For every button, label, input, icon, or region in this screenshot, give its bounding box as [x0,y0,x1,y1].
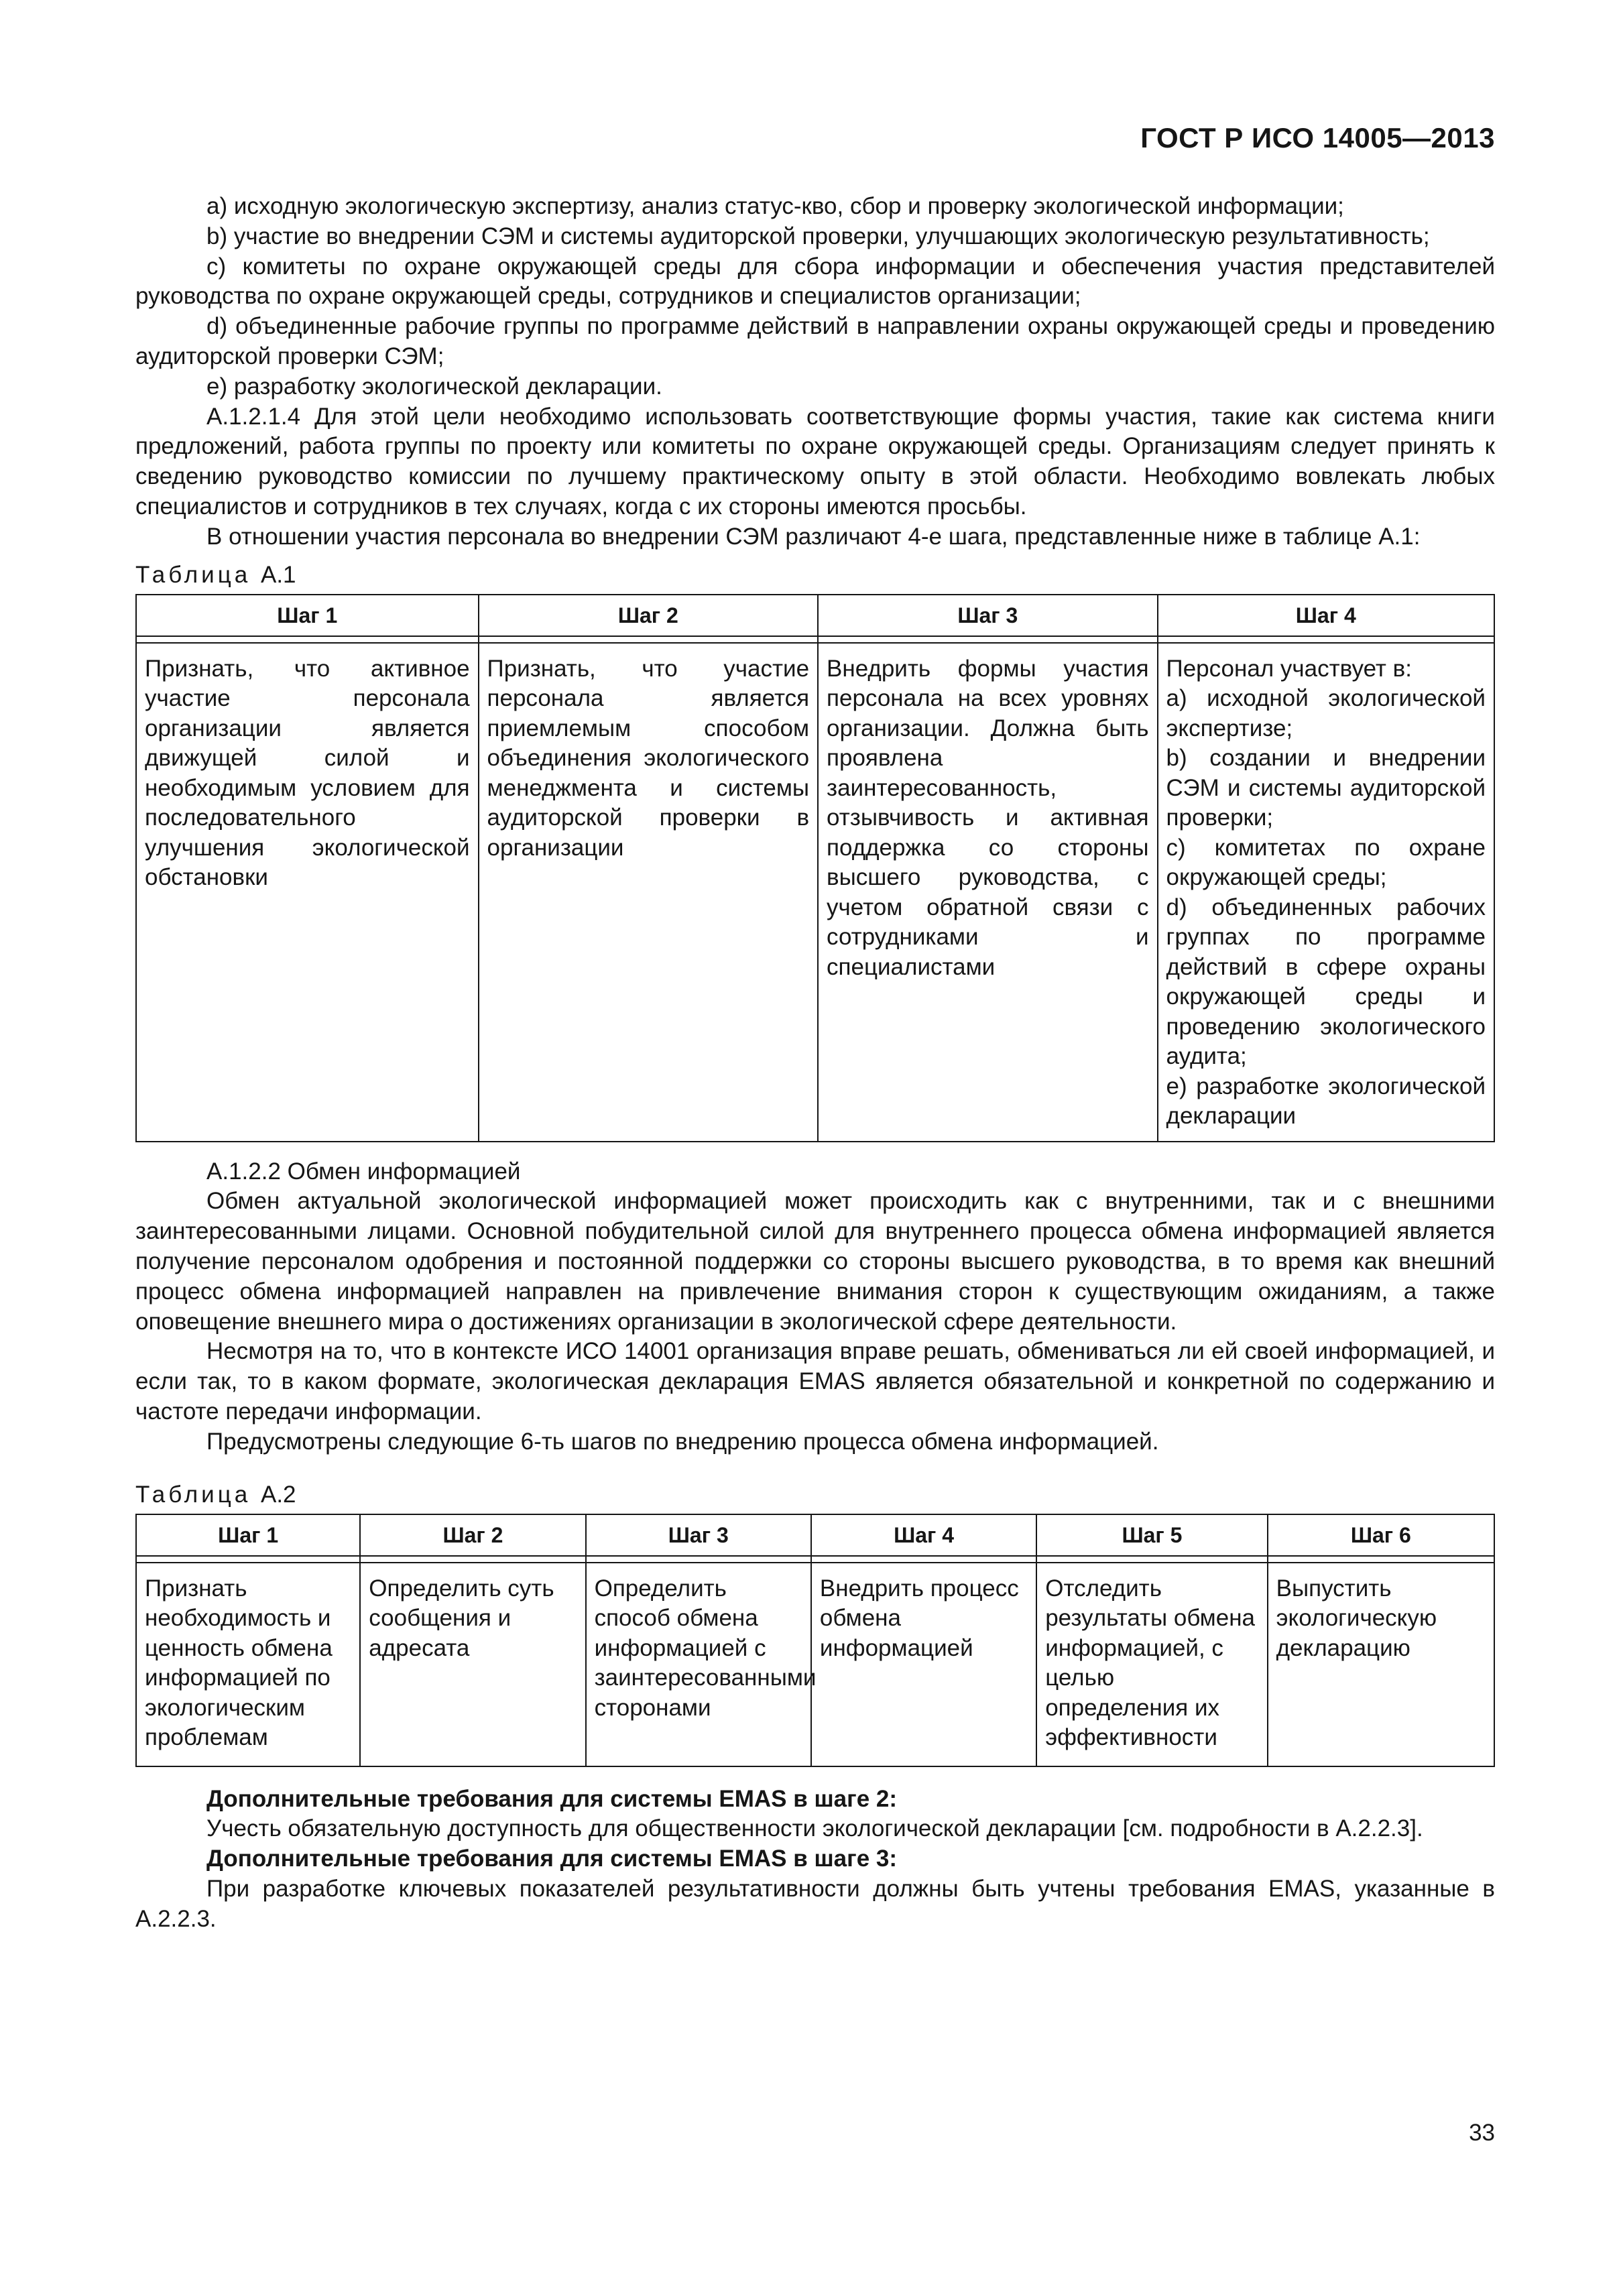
table-header-cell: Шаг 4 [1158,595,1494,636]
paragraph: Обмен актуальной экологической информацией может происходить как с внутренними, так и с внешними заинтересованными лицами. Основной побудительной силой для внутреннего процесса обмена информацией является получение персоналом одобрения и постоянной поддержки со стороны высшего руководства, в то время как внешний процесс обмена информацией направлен на привлечение внимания сторон к существующим ожиданиям, а также оповещение внешнего мира о достижениях организации в экологической сфере деятельности. [135,1188,1495,1335]
cell-line: а) исходной экологической экспертизе; [1166,685,1486,741]
table-spacer-row [136,1556,1494,1563]
table-cell: Признать, что активное участие персонала организации является движущей силой и необходимым условием для последовательного улучшения экологической обстановки [136,643,479,1142]
table-header-cell: Шаг 2 [479,595,819,636]
table-a2-caption [135,1480,1495,1510]
table-a1-caption-num: А.1 [260,561,296,588]
table-header-cell: Шаг 2 [360,1514,585,1556]
table-a1-caption-word: Таблица [135,561,251,588]
table-cell: Отследить результаты обмена информацией, с целью определения их эффективности [1036,1563,1267,1766]
table-header-cell: Шаг 1 [136,1514,360,1556]
list-item-b: b) участие во внедрении СЭМ и системы аудиторской проверки, улучшающих экологическую результативность; [206,223,1430,249]
table-header-cell: Шаг 3 [586,1514,811,1556]
spacer-cell [136,1556,360,1563]
participation-intro: В отношении участия персонала во внедрении СЭМ различают 4-е шага, представленные ниже в таблице А.1: [206,523,1421,550]
paragraph: Предусмотрены следующие 6-ть шагов по внедрению процесса обмена информацией. [206,1428,1159,1455]
table-cell: Определить суть сообщения и адресата [360,1563,585,1766]
table-a2-caption-num: А.2 [260,1481,296,1508]
clause-a1214: А.1.2.1.4 Для этой цели необходимо использовать соответствующие формы участия, такие как система книги предложений, работа группы по проекту или комитеты по охране окружающей среды. Организациям следует принять к сведению руководство комиссии по лучшему практическому опыту в этой области. Необходимо вовлекать любых специалистов и сотрудников в тех случаях, когда с их стороны имеются просьбы. [135,403,1495,520]
table-cell-step4 [1158,643,1494,1142]
list-item-c: с) комитеты по охране окружающей среды для сбора информации и обеспечения участия представителей руководства по охране окружающей среды, сотрудников и специалистов организации; [135,253,1495,310]
cell-line: е) разработке экологической декларации [1166,1073,1486,1130]
table-a1 [135,594,1495,1142]
table-cell: Определить способ обмена информацией с заинтересованными сторонами [586,1563,811,1766]
spacer-cell [811,1556,1036,1563]
table-header-cell: Шаг 3 [818,595,1158,636]
spacer-cell [818,636,1158,643]
spacer-cell [586,1556,811,1563]
table-cell: Признать, что участие персонала является приемлемым способом объединения экологического менеджмента и системы аудиторской проверки в организации [479,643,819,1142]
cell-line: с) комитетах по охране окружающей среды; [1166,834,1486,891]
table-header-cell: Шаг 1 [136,595,479,636]
spacer-cell [136,636,479,643]
table-a2 [135,1514,1495,1767]
list-item-a: а) исходную экологическую экспертизу, анализ статус-кво, сбор и проверку экологической информации; [206,193,1344,219]
emas-step2-heading: Дополнительные требования для системы EMAS в шаге 2: [206,1785,898,1812]
table-row [136,643,1494,1142]
spacer-cell [1158,636,1494,643]
table-cell: Внедрить формы участия персонала на всех уровнях организации. Должна быть проявлена заинтересованность, отзывчивость и активная поддержка со стороны высшего руководства, с учетом обратной связи с сотрудниками и специалистами [818,643,1158,1142]
paragraph: Несмотря на то, что в контексте ИСО 14001 организация вправе решать, обмениваться ли ей своей информацией, и если так, то в каком формате, экологическая декларация EMAS является обязательной и конкретной по содержанию и частоте передачи информации. [135,1338,1495,1425]
table-spacer-row [136,636,1494,643]
table-cell: Признать необходимость и ценность обмена информацией по экологическим проблемам [136,1563,360,1766]
table-cell: Внедрить процесс обмена информацией [811,1563,1036,1766]
table-a2-caption-word: Таблица [135,1481,251,1508]
standard-header: ГОСТ Р ИСО 14005—2013 [1140,122,1495,154]
emas-step2-text: Учесть обязательную доступность для общественности экологической декларации [см. подробности в А.2.2.3]. [206,1815,1423,1842]
table-header-cell: Шаг 5 [1036,1514,1267,1556]
spacer-cell [1268,1556,1494,1563]
document-page [135,119,1495,1935]
table-header-row [136,1514,1494,1556]
section-title-a122: А.1.2.2 Обмен информацией [206,1158,521,1185]
list-item-e: е) разработку экологической декларации. [206,373,662,400]
emas-step3-text: При разработке ключевых показателей результативности должны быть учтены требования EMAS, указанные в А.2.2.3. [135,1875,1495,1932]
spacer-cell [360,1556,585,1563]
cell-line: b) создании и внедрении СЭМ и системы аудиторской проверки; [1166,745,1486,831]
table-row [136,1563,1494,1766]
table-a1-caption [135,560,1495,590]
table-header-row [136,595,1494,636]
emas-step3-heading: Дополнительные требования для системы EMAS в шаге 3: [206,1846,898,1872]
table-header-cell: Шаг 4 [811,1514,1036,1556]
spacer-cell [1036,1556,1267,1563]
cell-line: Персонал участвует в: [1166,655,1412,682]
cell-line: d) объединенных рабочих группах по программе действий в сфере охраны окружающей среды и проведению экологического аудита; [1166,894,1486,1070]
table-cell: Выпустить экологическую декларацию [1268,1563,1494,1766]
list-item-d: d) объединенные рабочие группы по программе действий в направлении охраны окружающей среды и проведению аудиторской проверки СЭМ; [135,313,1495,369]
table-header-cell: Шаг 6 [1268,1514,1494,1556]
spacer-cell [479,636,819,643]
page-number: 33 [1469,2120,1495,2146]
